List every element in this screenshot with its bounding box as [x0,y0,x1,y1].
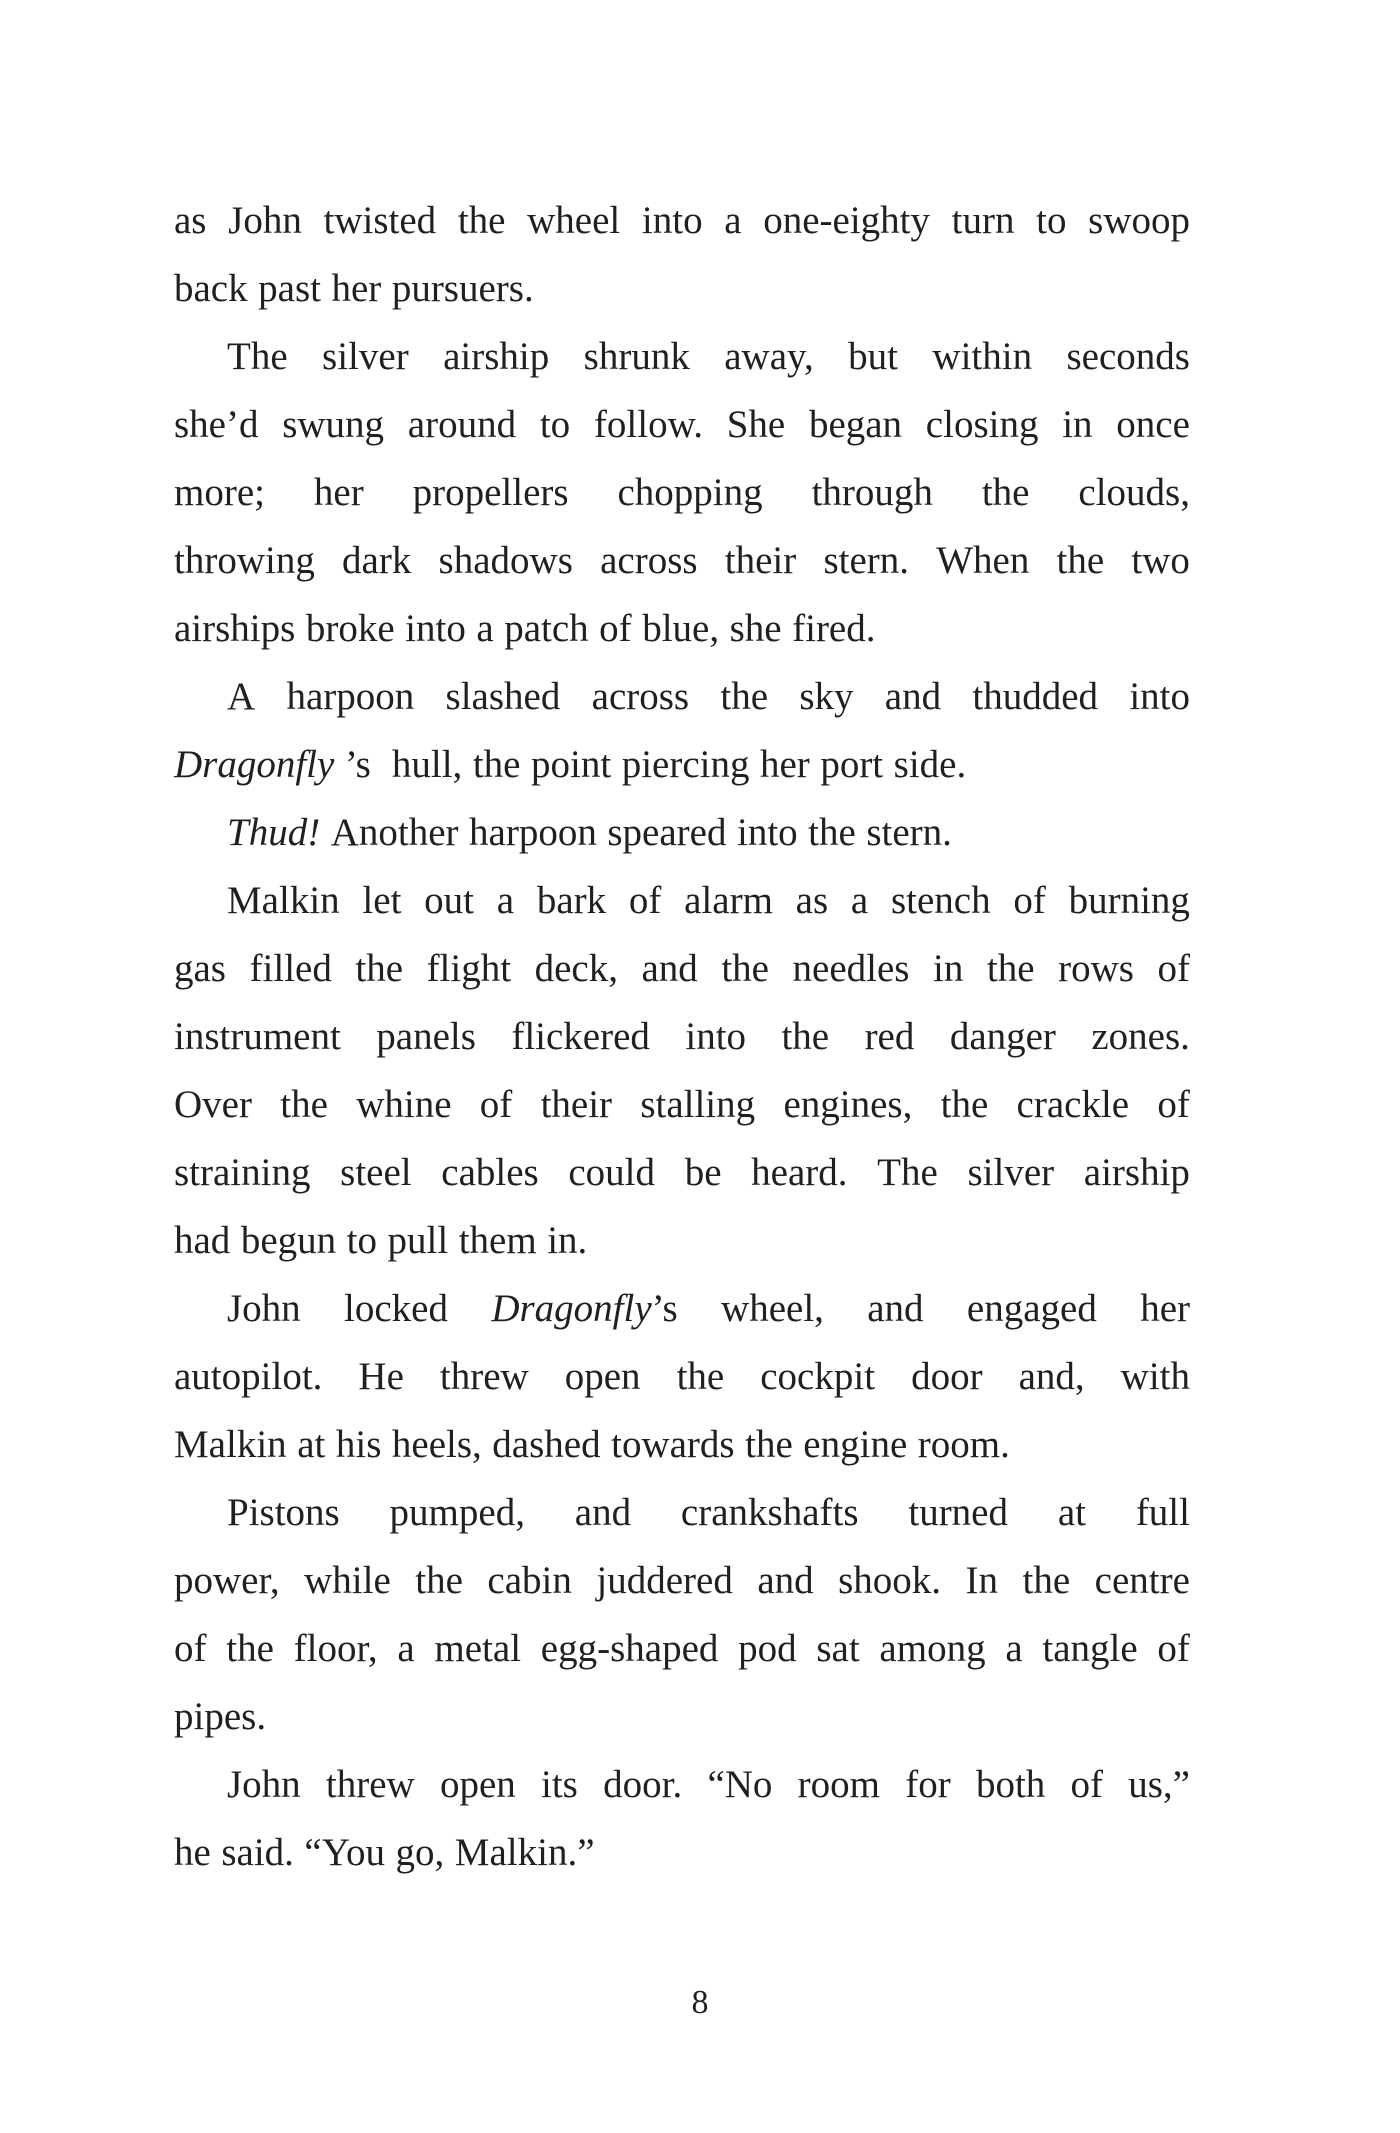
word: filled [249,947,332,990]
word: began [808,403,903,446]
word: panels [376,1015,476,1058]
word: open [439,1763,516,1806]
word: metal [434,1627,522,1670]
word: and [641,947,698,990]
word: zones. [1091,1015,1190,1058]
word: sky [799,675,854,718]
word: could [568,1151,656,1194]
word: flight [426,947,512,990]
text-line [174,663,1190,731]
word: gas [174,947,226,990]
word [491,1275,677,1343]
word: throwing [174,539,315,582]
body-text [174,187,1190,1887]
word: She [726,403,786,446]
word: centre [1094,1559,1190,1602]
word: across [591,675,690,718]
word: the [1022,1559,1071,1602]
word: the [415,1559,463,1602]
word: shook. [838,1559,942,1602]
word: tangle [1042,1627,1138,1670]
word: of [1157,1627,1190,1670]
word: floor, [293,1627,378,1670]
word: A [227,675,256,718]
word: piercing [621,743,750,786]
word: airships [174,607,296,650]
text-line [174,1071,1190,1139]
word: room. [917,1423,1010,1466]
word: John [227,1287,301,1330]
word: both [975,1763,1046,1806]
word: silver [322,335,409,378]
word: to [539,403,571,446]
text-line [174,391,1190,459]
word: around [407,403,517,446]
word: of [628,879,662,922]
word: the [676,1355,725,1398]
word: closing [925,403,1039,446]
word: the [745,1423,793,1466]
word: side. [893,743,967,786]
word: away, [724,335,814,378]
word: twisted [323,199,437,242]
word: When [936,539,1030,582]
word: into [685,1015,747,1058]
word: he [174,1831,211,1874]
text-line [174,1615,1190,1683]
word: the [720,675,769,718]
word: ’s [344,743,371,786]
word: propellers [412,471,569,514]
word: and [884,675,942,718]
word: fired. [792,607,876,650]
word: harpoon [286,675,415,718]
word: while [304,1559,391,1602]
word: pod [738,1627,797,1670]
word: cockpit [760,1355,876,1398]
word: dashed [492,1423,601,1466]
word: turn [951,199,1015,242]
word: the [808,811,856,854]
word [174,731,381,799]
word: in. [547,1219,588,1262]
word: chopping [617,471,763,514]
word: said. [221,1831,294,1874]
word: dark [342,539,412,582]
word: locked [344,1287,448,1330]
word: the [457,199,506,242]
word: engines, [783,1083,913,1126]
italic-word: Dragonfly [491,1287,652,1330]
word: crackle [1016,1083,1130,1126]
text-line [174,1411,1190,1479]
word: broke [305,607,395,650]
word: her [313,471,364,514]
word: instrument [174,1015,341,1058]
word: their [540,1083,613,1126]
text-line [174,1751,1190,1819]
word: the [781,1015,830,1058]
word: a [397,1627,415,1670]
word: threw [325,1763,415,1806]
word: the [355,947,404,990]
text-line [174,1139,1190,1207]
text-line [174,1479,1190,1547]
word: silver [967,1151,1055,1194]
word: juddered [596,1559,733,1602]
word: through [811,471,933,514]
word: power, [174,1559,280,1602]
word: clouds, [1078,471,1190,514]
word: a [476,607,494,650]
text-line [174,595,1190,663]
word: into [405,607,466,650]
word: the [986,947,1035,990]
word: shrunk [583,335,690,378]
word: at [1057,1491,1086,1534]
word: be [684,1151,722,1194]
word: Malkin [227,879,340,922]
word: as [795,879,829,922]
word: go, [395,1831,445,1874]
word: to [1036,199,1067,242]
word: sat [816,1627,860,1670]
word: pursuers. [391,267,534,310]
word: harpoon [469,811,597,854]
word: Another [330,811,459,854]
word: airship [1083,1151,1190,1194]
word: needles [792,947,910,990]
word: engaged [966,1287,1097,1330]
word: door. [603,1763,683,1806]
word: bark [536,879,607,922]
word: into [1129,675,1190,718]
word: burning [1068,879,1190,922]
word: full [1135,1491,1190,1534]
word: ’s [651,1287,678,1330]
word: “No [707,1763,773,1806]
word: turned [908,1491,1008,1534]
word: of [1157,947,1190,990]
word: pumped, [389,1491,525,1534]
word: two [1131,539,1190,582]
text-line [174,527,1190,595]
word: Malkin.” [454,1831,595,1874]
word: back [174,267,248,310]
word: stalling [640,1083,756,1126]
word: point [531,743,612,786]
word: in [933,947,964,990]
word: follow. [593,403,703,446]
text-line [174,1547,1190,1615]
word: its [541,1763,578,1806]
text-line [174,187,1190,255]
word: heels, [391,1423,482,1466]
word: In [965,1559,999,1602]
word: danger [949,1015,1056,1058]
word: once [1116,403,1190,446]
text-line [174,1003,1190,1071]
word: the [280,1083,328,1126]
word: shadows [438,539,573,582]
word: of [1157,1083,1190,1126]
word: open [564,1355,641,1398]
word: pull [387,1219,449,1262]
word: of [1013,879,1046,922]
word: deck, [534,947,618,990]
text-line [174,323,1190,391]
word: towards [611,1423,735,1466]
word: stern. [823,539,909,582]
word: pipes. [174,1695,267,1738]
word: she’d [174,403,259,446]
word: a [496,879,515,922]
word: John [227,1763,301,1806]
word: swoop [1088,199,1190,242]
word: let [362,879,402,922]
word: in [1062,403,1093,446]
word: his [335,1423,382,1466]
word: past [258,267,321,310]
page-number: 8 [691,1984,709,2021]
word: to [346,1219,377,1262]
word: heard. [751,1151,848,1194]
word: but [848,335,899,378]
word: rows [1058,947,1134,990]
text-line [174,1207,1190,1275]
word: at [297,1423,326,1466]
word: a [1005,1627,1023,1670]
word: crankshafts [680,1491,859,1534]
text-line [174,1819,1190,1887]
text-line [174,459,1190,527]
word: autopilot. [174,1355,323,1398]
italic-word: Dragonfly [174,743,335,786]
word: swung [282,403,385,446]
word: into [641,199,703,242]
word: He [358,1355,404,1398]
word: a [850,879,869,922]
word: had [174,1219,231,1262]
word: door [911,1355,983,1398]
word: flickered [511,1015,650,1058]
word: her [331,267,382,310]
word: whine [356,1083,452,1126]
word: among [879,1627,986,1670]
word: thudded [972,675,1099,718]
word: with [1120,1355,1190,1398]
word: Malkin [174,1423,287,1466]
word: of [174,1627,207,1670]
text-line [174,255,1190,323]
text-line [174,867,1190,935]
word: across [600,539,698,582]
word: seconds [1066,335,1190,378]
word: Over [174,1083,252,1126]
word: a [724,199,742,242]
word: and [757,1559,814,1602]
word: and [867,1287,924,1330]
word: alarm [684,879,773,922]
word: wheel, [721,1287,824,1330]
word: of [1070,1763,1104,1806]
word: her [1140,1287,1190,1330]
word: them [458,1219,537,1262]
text-line [174,799,1190,867]
word: of [599,607,632,650]
word: and, [1018,1355,1085,1398]
word: wheel [527,199,621,242]
word: The [227,335,288,378]
word: their [724,539,797,582]
word: more; [174,471,265,514]
word: the [226,1627,274,1670]
word: as [174,199,207,242]
word: her [759,743,810,786]
word: stern. [866,811,952,854]
word: begun [240,1219,337,1262]
word: speared [607,811,727,854]
word: blue, [642,607,720,650]
text-line [174,1343,1190,1411]
word: threw [439,1355,529,1398]
word: us,” [1128,1763,1190,1806]
word: the [940,1083,989,1126]
word: airship [443,335,550,378]
word: “You [304,1831,385,1874]
word: the [981,471,1030,514]
word: patch [504,607,589,650]
word: slashed [445,675,561,718]
word: for [905,1763,951,1806]
word: she [729,607,782,650]
word: John [228,199,302,242]
word: red [864,1015,915,1058]
word: and [574,1491,632,1534]
word: hull, [391,743,463,786]
word: the [472,743,521,786]
word: engine [803,1423,908,1466]
word: the [1056,539,1105,582]
word: steel [340,1151,412,1194]
text-line [174,935,1190,1003]
word: cabin [487,1559,572,1602]
word: of [479,1083,513,1126]
word: room [797,1763,880,1806]
word: into [736,811,798,854]
word: Pistons [227,1491,340,1534]
word: The [877,1151,938,1194]
text-line [174,1683,1190,1751]
word: one-eighty [763,199,930,242]
italic-word: Thud! [227,811,321,854]
word: egg-shaped [540,1627,719,1670]
word: stench [890,879,991,922]
word: the [721,947,769,990]
text-line [174,731,1190,799]
word: within [932,335,1033,378]
word: out [424,879,474,922]
word: port [820,743,884,786]
word: straining [174,1151,311,1194]
word: cables [441,1151,539,1194]
text-line [174,1275,1190,1343]
